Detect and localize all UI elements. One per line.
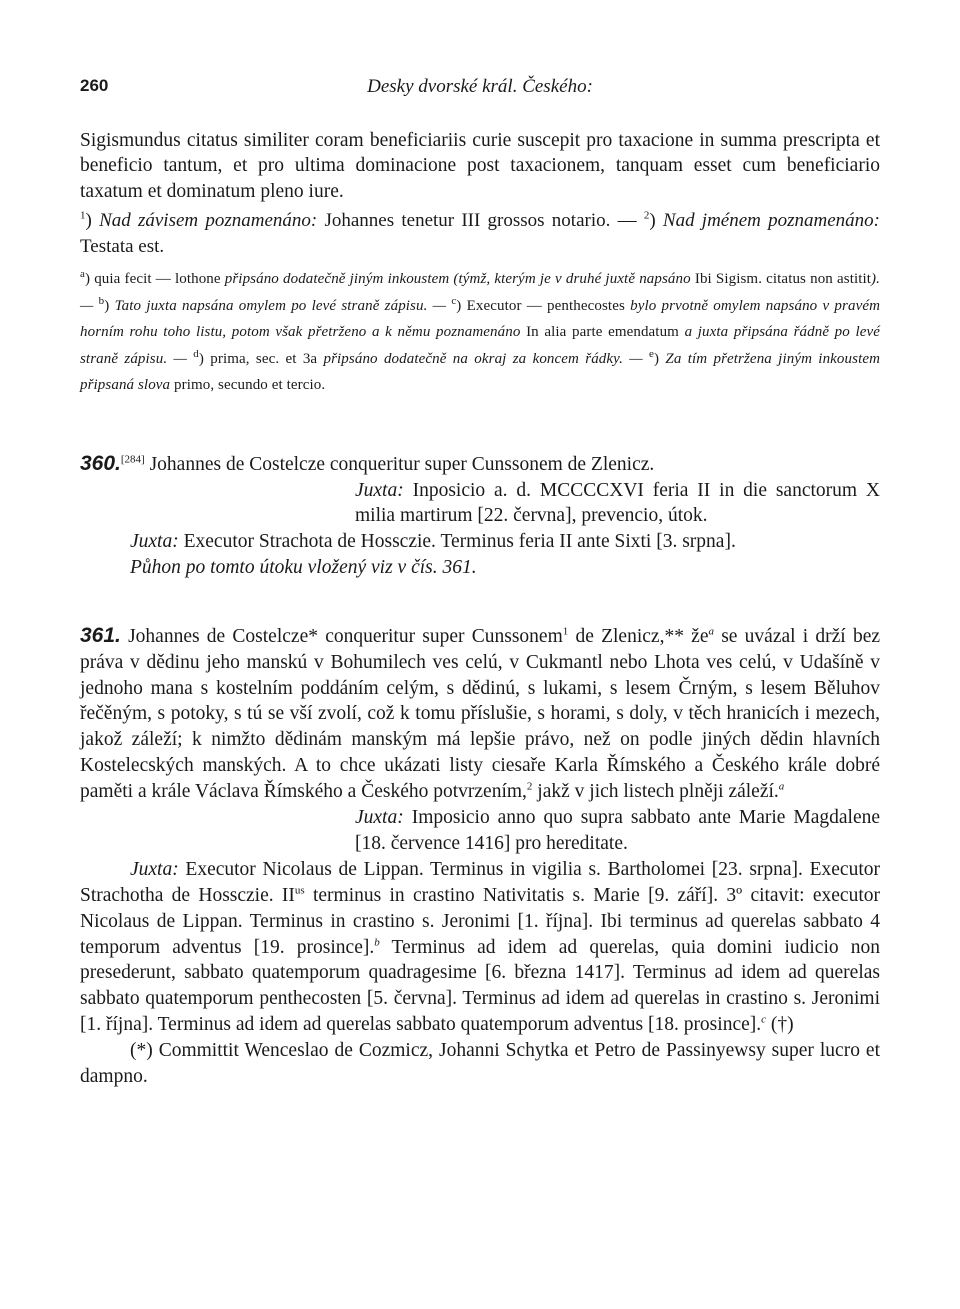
page-header [80, 70, 880, 100]
juxta-note [80, 805, 880, 857]
apparatus-text: Ibi Sigism. citatus non astitit [694, 271, 872, 288]
apparatus-note: a juxta připsána řádně po levé straně zápisu. — [80, 324, 881, 367]
juxta-text: Executor Nicolaus de Lippan. Terminus in vigilia s. Bartholomei [23. srpna]. Executor Strachotha de Hossczie. II [80, 858, 880, 906]
entry-text: se uvázal i drží bez práva v dědinu jeho manskú v Bohumilech ves celú, v Cukmantl nebo Lhota ves celú, v Udašíně v jednoho mana s kostelním poddáním celým, s dědinú, s lukami, s lesem Črným, s lesem Běluhov řečěným, s potoky, s tú se vší zvolí, což k tomu příslušie, s horami, s doly, v těch hranicích i mezech, jakož záleží; k nimžto dědinám manským má lepšie právo, než on podle jiných dědin hlavních Kostelecských manských. A to chce ukázati listy ciesaře Karla Římského a Českého krále dobré paměti a krále Václava Římského a Českého potvrzením, [80, 625, 880, 803]
apparatus-note: Tato juxta napsána omylem po levé straně zápisu. — [114, 297, 447, 314]
footnote-text: Testata est. [80, 236, 165, 258]
dagger-mark: (†) [770, 1014, 794, 1036]
juxta-label: Juxta: [355, 807, 404, 829]
apparatus-text: primo, secundo et tercio. [174, 377, 326, 394]
footnote-label: Nad jménem poznamenáno: [662, 210, 881, 232]
entry-360-heading [80, 451, 880, 478]
folio-reference: [284] [120, 453, 145, 466]
juxta-text: Terminus ad idem ad querelas, quia domini iudicio non presederunt, sabbato quatemporum quadragesime [6. března 1417]. Terminus ad idem ad querelas sabbato quatemporum penthecosten [5. června]. Terminus ad idem ad querelas in crastino s. Jeronimi [1. října]. Terminus ad idem ad querelas sabbato quatemporum adventus [18. prosince]. [80, 936, 881, 1036]
apparatus-text: In alia parte emendatum [526, 324, 679, 341]
footnote-marker: 2 [643, 209, 650, 222]
note-marker: 2 [526, 780, 533, 793]
entry-361-body [80, 623, 880, 805]
juxta-label: Juxta: [355, 479, 404, 501]
committit-note: (*) Committit Wenceslao de Cozmicz, Johanni Schytka et Petro de Passinyewsy super lucro et dampno. [80, 1040, 880, 1088]
apparatus-note: připsáno dodatečně jiným inkoustem (týmž, kterým je v druhé juxtě napsáno [224, 271, 691, 288]
footnote-label: Nad závisem poznamenáno: [99, 210, 318, 232]
running-title: Desky dvorské král. Českého: [367, 76, 593, 97]
page-number: 260 [80, 76, 109, 95]
apparatus-marker: a [80, 268, 85, 281]
apparatus-text: Executor — penthecostes [466, 297, 625, 314]
entry-text: jakž v jich listech plněji záleží. [537, 781, 779, 803]
critical-apparatus: $^a$) quia fecit — lothone připsáno dodatečně jiným inkoustem (týmž, kterým je v druhé juxtě napsáno Ibi Sigism. citatus non astitit). — $^b$) Tato juxta napsána omylem po levé straně zápisu. — $^c$) Executor — penthecostes bylo prvotně omylem napsáno v pravém horním rohu toho listu, potom však přetrženo a k němu poznamenáno In alia parte emendatum a juxta připsána řádně po levé straně zápisu. — $^d$) prima, sec. et 3a připsáno dodatečně na okraj za koncem řádky. — $^e$) Za tím přetržena jiným inkoustem připsaná slova primo, secundo et tercio. [80, 268, 881, 394]
juxta-note [80, 857, 880, 1038]
apparatus-note: Za tím přetržena jiným inkoustem připsaná slova [80, 350, 881, 394]
note-marker: 1 [562, 625, 569, 638]
juxta-text: Inposicio a. d. MCCCCXVI feria II in die sanctorum X milia martirum [22. června], prevencio, útok. [355, 479, 880, 527]
apparatus-note: připsáno dodatečně na okraj za koncem řádky. — [323, 350, 643, 367]
juxta-label: Juxta: [130, 531, 179, 553]
intro-paragraph: Sigismundus citatus similiter coram beneficiariis curie suscepit pro taxacione in summa prescripta et beneficio tantum, et pro ultima dominacione post taxacionem, tanquam esset cum beneficiario taxatum et dominatum pleno iure. [80, 130, 880, 202]
note-marker: a [708, 625, 714, 638]
apparatus-marker: c [451, 294, 457, 307]
interlinear-insert: us [294, 884, 305, 897]
juxta-label: Juxta: [130, 858, 179, 880]
entry-text: Johannes de Costelcze* conqueritur super Cunssonem [128, 625, 563, 647]
note-marker: c [761, 1013, 767, 1026]
entry-361 [80, 623, 880, 1090]
apparatus-text: prima, sec. et 3a [210, 350, 318, 367]
juxta-text: terminus in crastino Nativitatis s. Marie [9. září]. 3º citavit: executor Nicolaus de Lippan. Terminus in crastino s. Jeronimi [1. října]. Ibi terminus ad querelas sabbato 4 temporum adventus [19. prosince]. [80, 884, 880, 958]
editor-notes: $^1$) Nad závisem poznamenáno: Johannes tenetur III grossos notario. — $^2$) Nad jménem poznamenáno: Testata est. [80, 209, 881, 258]
entry-number: 360. [80, 451, 121, 475]
footnote-text: Johannes tenetur III grossos notario. — [324, 210, 637, 232]
entry-text: de Zlenicz,** že [575, 625, 709, 647]
juxta-text: Executor Strachota de Hossczie. Terminus feria II ante Sixti [3. srpna]. [183, 531, 736, 553]
footnote-marker: 1 [80, 209, 86, 222]
entry-number: 361. [80, 623, 121, 647]
apparatus-text: quia fecit — lothone [94, 271, 221, 288]
apparatus-marker: d [193, 347, 199, 360]
page [80, 70, 880, 1090]
juxta-text: Imposicio anno quo supra sabbato ante Marie Magdalene [18. července 1416] pro hereditate. [355, 807, 881, 854]
note-marker: a [778, 780, 785, 793]
apparatus-note: ). — [80, 271, 880, 314]
juxta-note [80, 529, 880, 555]
cross-reference-note: Půhon po tomto útoku vložený viz v čís. 361. [130, 556, 477, 578]
intro-section [80, 128, 880, 260]
apparatus-marker: b [98, 294, 105, 307]
note-marker: b [374, 936, 380, 949]
juxta-note [80, 478, 880, 530]
apparatus-marker: e [649, 347, 654, 360]
entry-360 [80, 451, 880, 581]
entry-title: Johannes de Costelcze conqueritur super Cunssonem de Zlenicz. [149, 453, 655, 475]
apparatus-note: bylo prvotně omylem napsáno v pravém horním rohu toho listu, potom však přetrženo a k němu poznamenáno [80, 297, 881, 341]
